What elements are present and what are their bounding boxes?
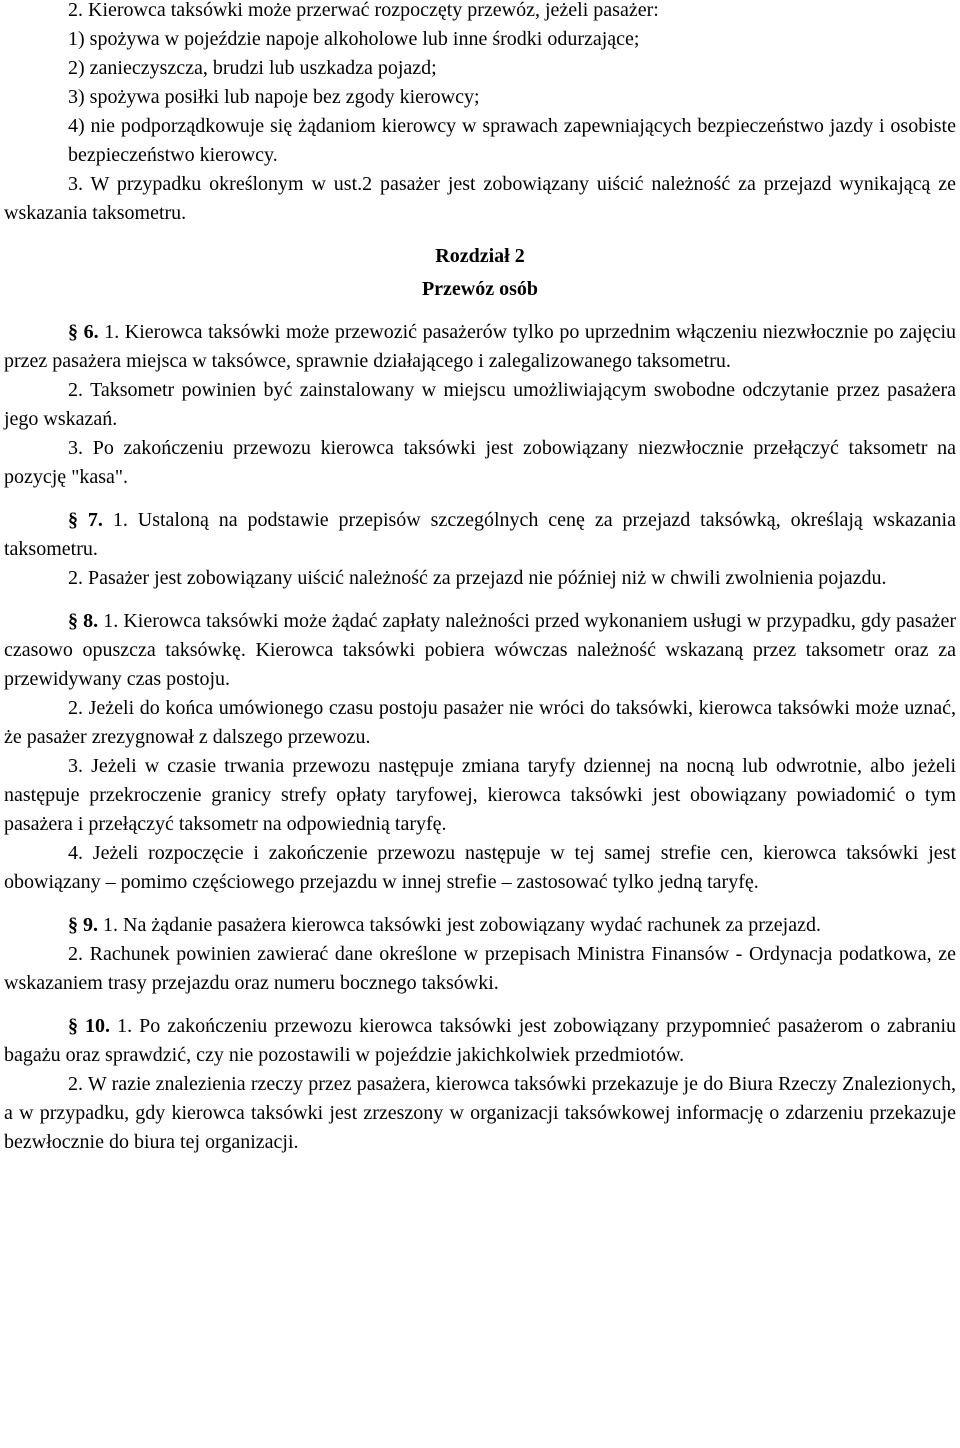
section-9-number: § 9.: [68, 914, 98, 936]
paragraph-2: 2. Kierowca taksówki może przerwać rozpoczęty przewóz, jeżeli pasażer:: [68, 0, 659, 21]
list-item-4-text: 4) nie podporządkowuje się żądaniom kierowcy w sprawach zapewniających bezpieczeństwo jazdy i osobiste bezpieczeństwo kierowcy.: [68, 115, 956, 166]
section-7-paragraph-1: [4, 506, 956, 564]
section-8-paragraph-4: 4. Jeżeli rozpoczęcie i zakończenie przewozu następuje w tej samej strefie cen, kierowca taksówki jest obowiązany – pomimo częściowego przejazdu w innej strefie – zastosować tylko jedną taryfę.: [4, 842, 956, 893]
section-10-paragraph-1: [4, 1012, 956, 1070]
list-item-4: [4, 112, 956, 170]
chapter-number: Rozdział 2: [435, 245, 525, 267]
section-10-number: § 10.: [68, 1015, 111, 1037]
section-10-text-1: 1. Po zakończeniu przewozu kierowca taksówki jest zobowiązany przypomnieć pasażerom o zabraniu bagażu oraz sprawdzić, czy nie pozostawili w pojeździe jakichkolwiek przedmiotów.: [4, 1015, 957, 1066]
section-8-paragraph-1: [4, 607, 956, 694]
list-item-1: 1) spożywa w pojeździe napoje alkoholowe lub inne środki odurzające;: [68, 28, 640, 50]
section-8-number: § 8.: [68, 610, 99, 632]
section-8-paragraph-3: 3. Jeżeli w czasie trwania przewozu następuje zmiana taryfy dziennej na nocną lub odwrotnie, albo jeżeli następuje przekroczenie granicy strefy opłaty taryfowej, kierowca taksówki jest obowiązany powiadomić o tym pasażera i przełączyć taksometr na odpowiednią taryfę.: [4, 755, 956, 835]
section-8-text-1: 1. Kierowca taksówki może żądać zapłaty należności przed wykonaniem usługi w przypadku, gdy pasażer czasowo opuszcza taksówkę. Kierowca taksówki pobiera wówczas należność wskazaną przez taksometr oraz za przewidywany czas postoju.: [4, 610, 956, 690]
section-9-paragraph-1: [4, 911, 956, 940]
list-item-3: 3) spożywa posiłki lub napoje bez zgody kierowcy;: [68, 86, 480, 108]
section-10-paragraph-2: 2. W razie znalezienia rzeczy przez pasażera, kierowca taksówki przekazuje je do Biura Rzeczy Znalezionych, a w przypadku, gdy kierowca taksówki jest zrzeszony w organizacji taksówkowej informację o zdarzeniu przekazuje bezwłocznie do biura tej organizacji.: [4, 1073, 956, 1153]
section-7-text-1: 1. Ustaloną na podstawie przepisów szczególnych cenę za przejazd taksówką, określają wskazania taksometru.: [4, 509, 956, 560]
section-7-number: § 7.: [68, 509, 103, 531]
section-6-text-1: 1. Kierowca taksówki może przewozić pasażerów tylko po uprzednim włączeniu niezwłocznie po zajęciu przez pasażera miejsca w taksówce, sprawnie działającego i zalegalizowanego taksometru.: [4, 321, 957, 372]
section-6-paragraph-1: [4, 318, 956, 376]
chapter-title: Przewóz osób: [421, 278, 539, 300]
section-9-paragraph-2: 2. Rachunek powinien zawierać dane określone w przepisach Ministra Finansów - Ordynacja podatkowa, ze wskazaniem trasy przejazdu oraz numeru bocznego taksówki.: [4, 943, 956, 994]
section-9-text-1: 1. Na żądanie pasażera kierowca taksówki jest zobowiązany wydać rachunek za przejazd.: [98, 914, 821, 936]
paragraph-3: 3. W przypadku określonym w ust.2 pasażer jest zobowiązany uiścić należność za przejazd wynikającą ze wskazania taksometru.: [4, 173, 956, 224]
list-item-2: 2) zanieczyszcza, brudzi lub uszkadza pojazd;: [68, 57, 437, 79]
section-6-paragraph-2: 2. Taksometr powinien być zainstalowany w miejscu umożliwiającym swobodne odczytanie przez pasażera jego wskazań.: [4, 379, 956, 430]
section-6-number: § 6.: [68, 321, 99, 343]
section-7-paragraph-2: 2. Pasażer jest zobowiązany uiścić należność za przejazd nie później niż w chwili zwolnienia pojazdu.: [68, 567, 887, 589]
section-6-paragraph-3: 3. Po zakończeniu przewozu kierowca taksówki jest zobowiązany niezwłocznie przełączyć taksometr na pozycję "kasa".: [4, 437, 956, 488]
section-8-paragraph-2: 2. Jeżeli do końca umówionego czasu postoju pasażer nie wróci do taksówki, kierowca taksówki może uznać, że pasażer zrezygnował z dalszego przewozu.: [4, 697, 956, 748]
